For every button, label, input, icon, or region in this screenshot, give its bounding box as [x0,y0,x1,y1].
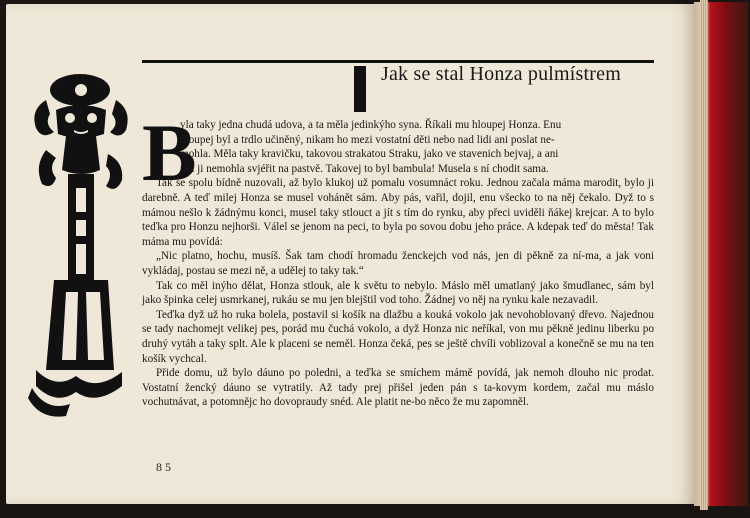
page-stack [700,0,708,510]
opening-line: mu ji nemohla svjéřit na pastvě. Takovej to byl bambula! Musela s ní chodit sama. [180,162,549,175]
opening-line: yla taky jedna chudá udova, a ta měla jedinkýho syna. Říkali mu hloupej Honza. Enu [180,119,562,131]
paragraph: „Nic platno, hochu, musíš. Šak tam chodí hromadu ženckejch vod nás, jen di pěkně za ní-ma, a jak voni vykládaj, postau se mezi ně, a udělej to taky tak.“ [142,250,654,277]
title-vertical-bar [354,66,366,112]
paragraph: Tak se spolu bídně nuzovali, až bylo klukoj už pomalu vosumnáct roku. Jednou začala máma marodit, bylo ji darebně. A teď milej Honza se musel vohánět sám. Aby pás, vařil, dojil, enu všecko to na něj čekalo. Dyž to s mámou nešlo k žádnýmu konci, musel taky stlouct a jít s tím do rynku, aby přeci uviděli ňákej krejcar. A to bylo teďka pro Honzu nejhorši. Válel se jenom na peci, to byla po sovou dobu jeho práce. A kdepak teď do města! Tak máma mu povídá: [142,177,654,248]
opening-line: mohla. Měla taky kravičku, takovou strakatou Straku, jako ve stavenich bejvaj, a ani [180,148,559,161]
story-text [142,118,654,410]
page-number: 85 [156,460,174,474]
opening-paragraph [142,118,654,176]
paragraph: Přide domu, už bylo dáuno po poledni, a teďka se smíchem mámě povídá, jak nemoh dlouho nic prodat. Vostatní žencký dáuno se vytratily. Až tady prej přišel jeden pán s ta-kovym kordem, začal mu máslo vochutnávat, a potomnějc ho dovopraudy snéd. Ale platit ne-bo něco že mu zapomněl. [142,367,654,409]
paragraph: Tak co měl inýho dělat, Honza stlouk, ale k světu to nebylo. Máslo měl umatlaný jako šmudlanec, sám byl jako špinka celej usmrkanej, rukáu se mu jen blejštil vod toho. Žádnej vo něj na rynku kale nezavadil. [142,279,654,307]
woodcut-figure-illustration [26,70,136,420]
chapter-title: Jak se stal Honza pulmístrem [381,63,621,85]
opening-line: hloupej byl a trdlo učiněný, nikam ho mezi vostatní děti nebo nad lidi ani poslat ne- [180,133,555,146]
paragraph: Teďka dyž už ho ruka bolela, postavil si košík na dlažbu a kouká vokolo jak nevohoblovaný dřevo. Najednou se tady nachomejt velikej pes, porád mu čuchá vokolo, a dyž Honza nic neříkal, von mu pěkně jedinu liberku po druhý vytáh a taky splt. Ale k placeni se neměl. Honza čeká, pes se ještě chvíli voblizoval a konečně se mu na ten košík vychcal. [142,308,654,365]
drop-cap: B [142,107,197,198]
